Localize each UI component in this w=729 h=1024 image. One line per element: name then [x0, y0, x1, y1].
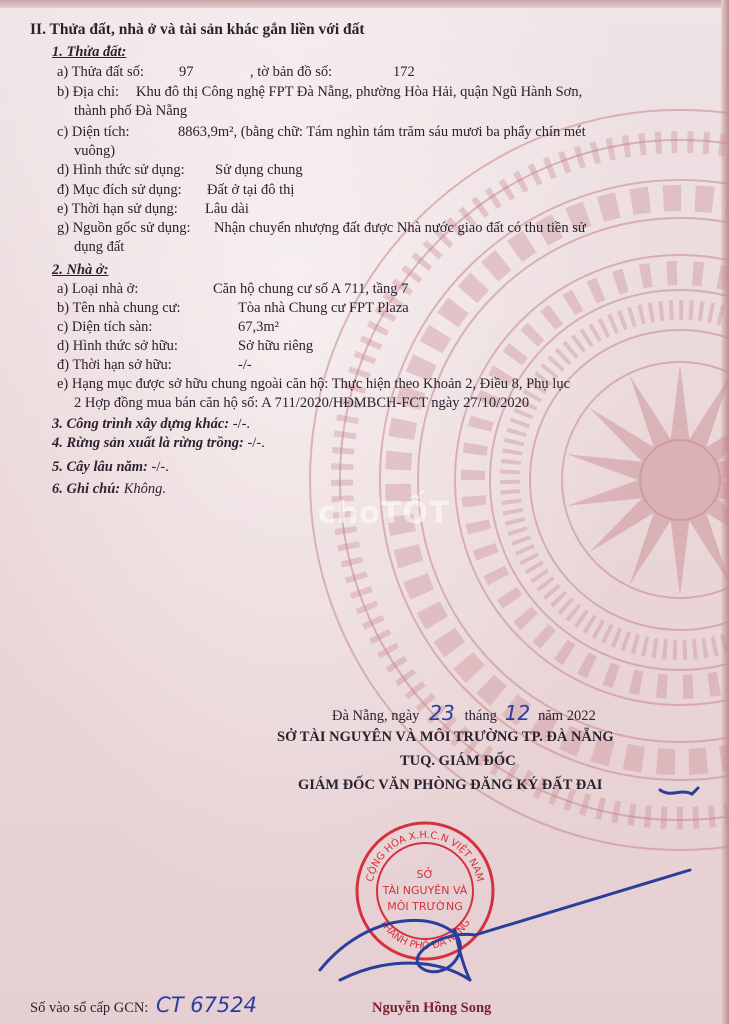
land-address-label: b) Địa chỉ:	[57, 84, 120, 100]
issue-month-handwritten: 12	[504, 701, 531, 725]
land-purpose-value: Đất ở tại đô thị	[207, 182, 295, 198]
house-type-label: a) Loại nhà ở:	[57, 281, 139, 297]
land-term-value: Lâu dài	[205, 201, 249, 217]
issue-day-handwritten: 23	[429, 701, 455, 725]
stamp-center-line-2: TÀI NGUYÊN VÀ	[382, 884, 468, 897]
building-name-label: b) Tên nhà chung cư:	[57, 300, 181, 316]
notes-heading: 6. Ghi chú:	[52, 481, 121, 497]
registry-number-label: Số vào sổ cấp GCN:	[30, 1000, 149, 1016]
perennial-trees-value: -/-.	[147, 459, 169, 475]
house-type-value: Căn hộ chung cư số A 711, tầng 7	[213, 281, 409, 297]
planted-forest	[52, 434, 265, 453]
signer-name: Nguyễn Hồng Song	[372, 1000, 492, 1016]
land-address-value-1: Khu đô thị Công nghệ FPT Đà Nẵng, phường Hòa Hải, quận Ngũ Hành Sơn,	[136, 84, 583, 100]
land-purpose-label: đ) Mục đích sử dụng:	[57, 182, 182, 198]
ownership-term-label: đ) Thời hạn sở hữu:	[57, 357, 172, 373]
land-area-label: c) Diện tích:	[57, 124, 130, 140]
land-map-sheet-value: 172	[393, 64, 415, 80]
registry-number-value: CT 67524	[156, 993, 258, 1017]
land-address-value-2: thành phố Đà Nẵng	[74, 103, 188, 119]
land-parcel-number-value: 97	[179, 64, 194, 80]
watermark-logo: choTỐT	[318, 496, 451, 531]
other-constructions-value: -/-.	[229, 416, 251, 432]
ownership-form-label: d) Hình thức sở hữu:	[57, 338, 178, 354]
land-term-label: e) Thời hạn sử dụng:	[57, 201, 178, 217]
notes-value: Không.	[120, 481, 167, 497]
ownership-term-value: -/-	[238, 357, 252, 373]
stamp-top-text: CỘNG HÒA X.H.C.N VIỆT NAM	[364, 829, 486, 883]
common-items-line-2: 2 Hợp đồng mua bán căn hộ số: A 711/2020/HĐMBCH-FCT ngày 27/10/2020	[74, 395, 530, 411]
section-title: II. Thửa đất, nhà ở và tài sản khác gắn liền với đất	[30, 21, 365, 38]
common-items-line-1: e) Hạng mục được sở hữu chung ngoài căn hộ: Thực hiện theo Khoản 2, Điều 8, Phụ lục	[57, 376, 571, 392]
issue-year: năm 2022	[538, 708, 596, 724]
ownership-form-value: Sở hữu riêng	[238, 338, 314, 354]
signer-title: GIÁM ĐỐC VĂN PHÒNG ĐĂNG KÝ ĐẤT ĐAI	[298, 777, 603, 793]
house-heading: 2. Nhà ở:	[52, 262, 109, 278]
land-area-value-1: 8863,9m², (bằng chữ: Tám nghìn tám trăm sáu mươi ba phẩy chín mét	[178, 124, 586, 140]
planted-forest-value: -/-.	[243, 435, 265, 451]
land-origin-value-2: dụng đất	[74, 239, 125, 255]
floor-area-value: 67,3m²	[238, 319, 280, 335]
planted-forest-heading: 4. Rừng sản xuất là rừng trồng:	[52, 435, 244, 451]
stamp-center-line-1: SỞ	[416, 868, 434, 881]
handwritten-signature	[300, 780, 720, 1000]
stamp-center-line-3: MÔI TRƯỜNG	[387, 900, 463, 913]
land-use-form-value: Sử dụng chung	[215, 162, 303, 178]
land-area-value-2: vuông)	[74, 143, 116, 159]
issuing-department: SỞ TÀI NGUYÊN VÀ MÔI TRƯỜNG TP. ĐÀ NẴNG	[277, 729, 614, 745]
notes	[52, 480, 166, 499]
perennial-trees-heading: 5. Cây lâu năm:	[52, 459, 148, 475]
land-map-sheet-label: , tờ bản đồ số:	[250, 64, 333, 80]
other-constructions-heading: 3. Công trình xây dựng khác:	[52, 416, 230, 432]
stamp-bottom-text: THÀNH PHỐ ĐÀ NẴNG	[377, 917, 473, 953]
land-origin-label: g) Nguồn gốc sử dụng:	[57, 220, 191, 236]
perennial-trees	[52, 458, 169, 477]
authorization-line: TUQ. GIÁM ĐỐC	[400, 753, 516, 769]
land-heading: 1. Thửa đất:	[52, 44, 127, 60]
land-origin-value-1: Nhận chuyển nhượng đất được Nhà nước giao đất có thu tiền sử	[214, 220, 586, 236]
land-parcel-number-label: a) Thửa đất số:	[57, 64, 144, 80]
issue-date-prefix: Đà Nẵng, ngày	[332, 708, 420, 724]
issue-month-label: tháng	[464, 708, 497, 724]
floor-area-label: c) Diện tích sàn:	[57, 319, 153, 335]
other-constructions	[52, 415, 250, 434]
land-use-form-label: d) Hình thức sử dụng:	[57, 162, 185, 178]
building-name-value: Tòa nhà Chung cư FPT Plaza	[238, 300, 409, 316]
issue-place-date	[332, 701, 596, 726]
registry-number	[30, 993, 258, 1018]
